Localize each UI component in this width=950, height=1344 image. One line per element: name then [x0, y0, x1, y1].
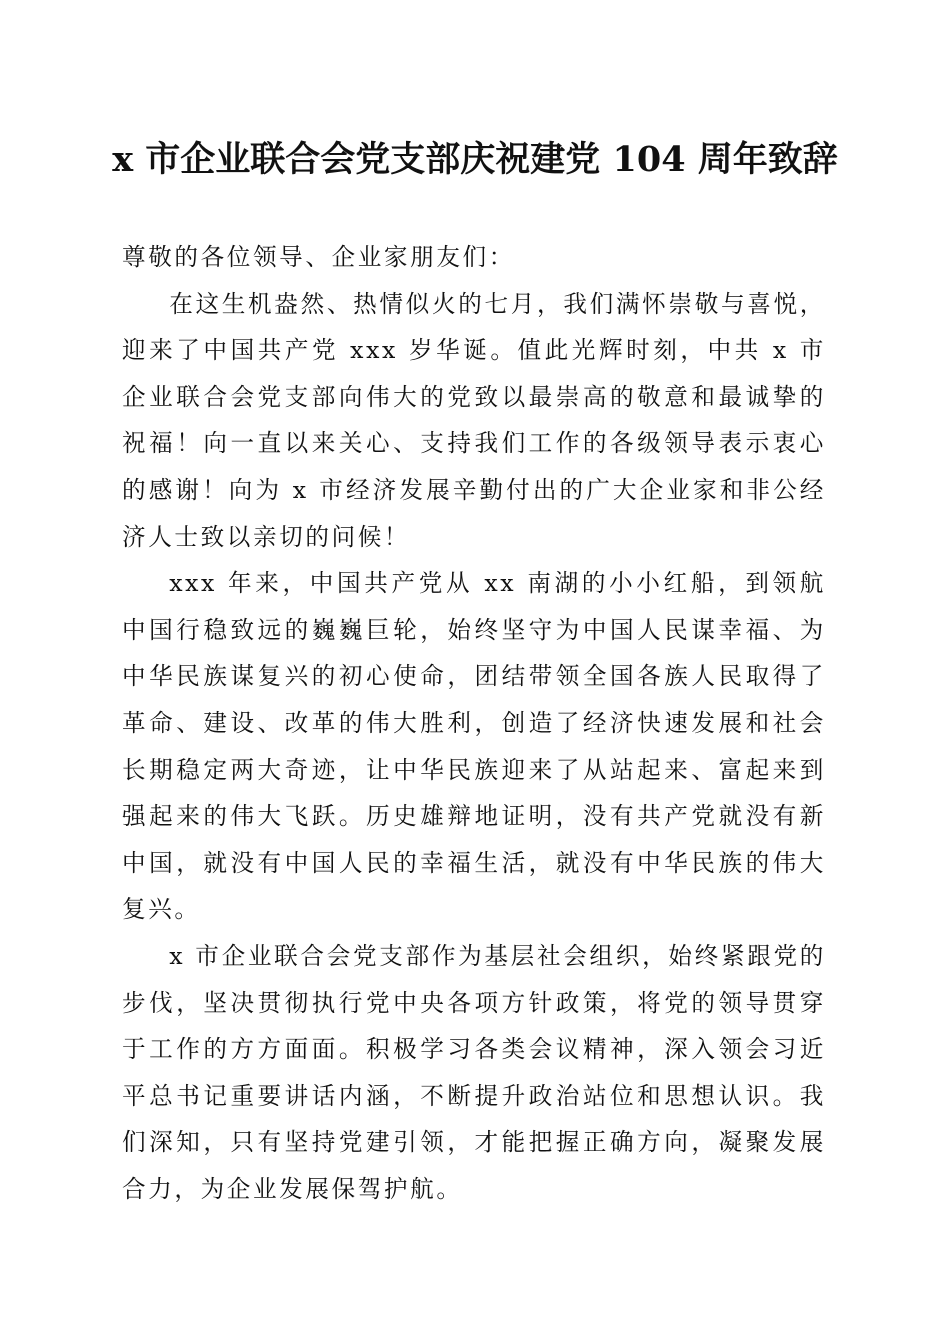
paragraph-2: xxx 年来，中国共产党从 xx 南湖的小小红船，到领航中国行稳致远的巍巍巨轮，始终坚守为中国人民谋幸福、为中华民族谋复兴的初心使命，团结带领全国各族人民取得了革命、建设、改革的伟大胜利，创造了经济快速发展和社会长期稳定两大奇迹，让中华民族迎来了从站起来、富起来到强起来的伟大飞跃。历史雄辩地证明，没有共产党就没有新中国，就没有中国人民的幸福生活，就没有中华民族的伟大复兴。	[122, 569, 826, 924]
paragraph-3: x 市企业联合会党支部作为基层社会组织，始终紧跟党的步伐，坚决贯彻执行党中央各项方针政策，将党的领导贯穿于工作的方方面面。积极学习各类会议精神，深入领会习近平总书记重要讲话内涵，不断提升政治站位和思想认识。我们深知，只有坚持党建引领，才能把握正确方向，凝聚发展合力，为企业发展保驾护航。	[122, 941, 826, 1203]
document-title: x 市企业联合会党支部庆祝建党 104 周年致辞	[112, 139, 838, 180]
document-body	[122, 234, 826, 1212]
salutation: 尊敬的各位领导、企业家朋友们：	[122, 243, 515, 271]
paragraph-1: 在这生机盎然、热情似火的七月，我们满怀崇敬与喜悦，迎来了中国共产党 xxx 岁华诞。值此光辉时刻，中共 x 市企业联合会党支部向伟大的党致以最崇高的敬意和最诚挚的祝福！向一直以来关心、支持我们工作的各级领导表示衷心的感谢！向为 x 市经济发展辛勤付出的广大企业家和非公经济人士致以亲切的问候！	[122, 289, 826, 551]
